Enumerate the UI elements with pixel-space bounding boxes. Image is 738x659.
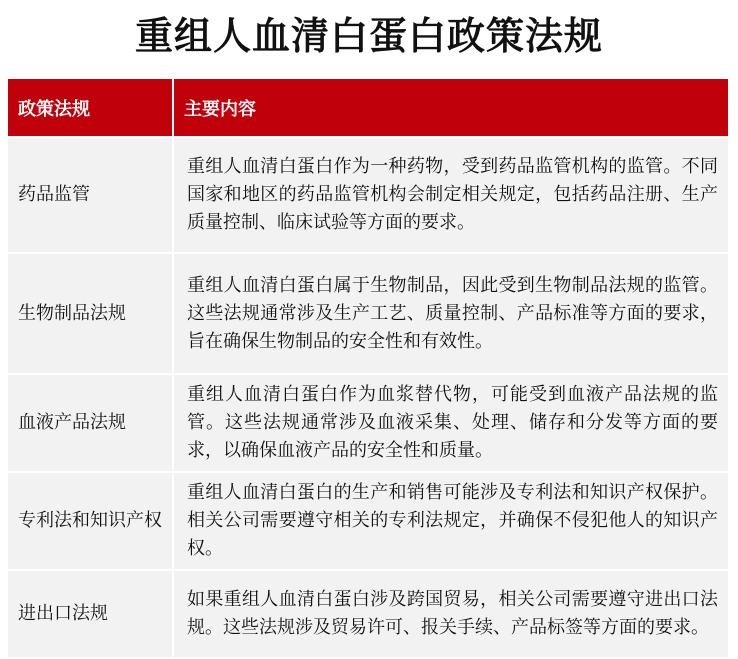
row-policy-name: 药品监管 <box>8 137 173 253</box>
policy-table <box>8 79 728 659</box>
row-policy-name: 专利法和知识产权 <box>8 472 173 570</box>
table-row <box>8 137 728 253</box>
row-policy-name: 进出口法规 <box>8 570 173 658</box>
table-row <box>8 570 728 658</box>
table-header-row <box>8 79 728 137</box>
row-content-text: 重组人血清白蛋白作为一种药物，受到药品监管机构的监管。不同国家和地区的药品监管机构会制定相关规定，包括药品注册、生产质量控制、临床试验等方面的要求。 <box>187 156 718 233</box>
row-policy-content <box>173 570 728 658</box>
row-policy-content <box>173 253 728 374</box>
row-content-text: 重组人血清白蛋白属于生物制品，因此受到生物制品法规的监管。这些法规通常涉及生产工艺、质量控制、产品标准等方面的要求，旨在确保生物制品的安全性和有效性。 <box>187 274 718 352</box>
row-policy-content <box>173 137 728 253</box>
table-row <box>8 253 728 374</box>
header-policy: 政策法规 <box>8 79 173 137</box>
page-title: 重组人血清白蛋白政策法规 <box>134 13 603 58</box>
table-row <box>8 472 728 570</box>
row-policy-content <box>173 472 728 570</box>
header-content: 主要内容 <box>173 79 728 137</box>
row-content-text: 如果重组人血清白蛋白涉及跨国贸易，相关公司需要遵守进出口法规。这些法规涉及贸易许可、报关手续、产品标签等方面的要求。 <box>187 589 718 638</box>
row-content-text: 重组人血清白蛋白的生产和销售可能涉及专利法和知识产权保护。相关公司需要遵守相关的专利法规定，并确保不侵犯他人的知识产权。 <box>187 482 718 559</box>
row-policy-content <box>173 374 728 472</box>
row-policy-name: 血液产品法规 <box>8 374 173 472</box>
row-policy-name: 生物制品法规 <box>8 253 173 374</box>
table-row <box>8 374 728 472</box>
row-content-text: 重组人血清白蛋白作为血浆替代物，可能受到血液产品法规的监管。这些法规通常涉及血液采集、处理、储存和分发等方面的要求，以确保血液产品的安全性和质量。 <box>187 384 718 461</box>
